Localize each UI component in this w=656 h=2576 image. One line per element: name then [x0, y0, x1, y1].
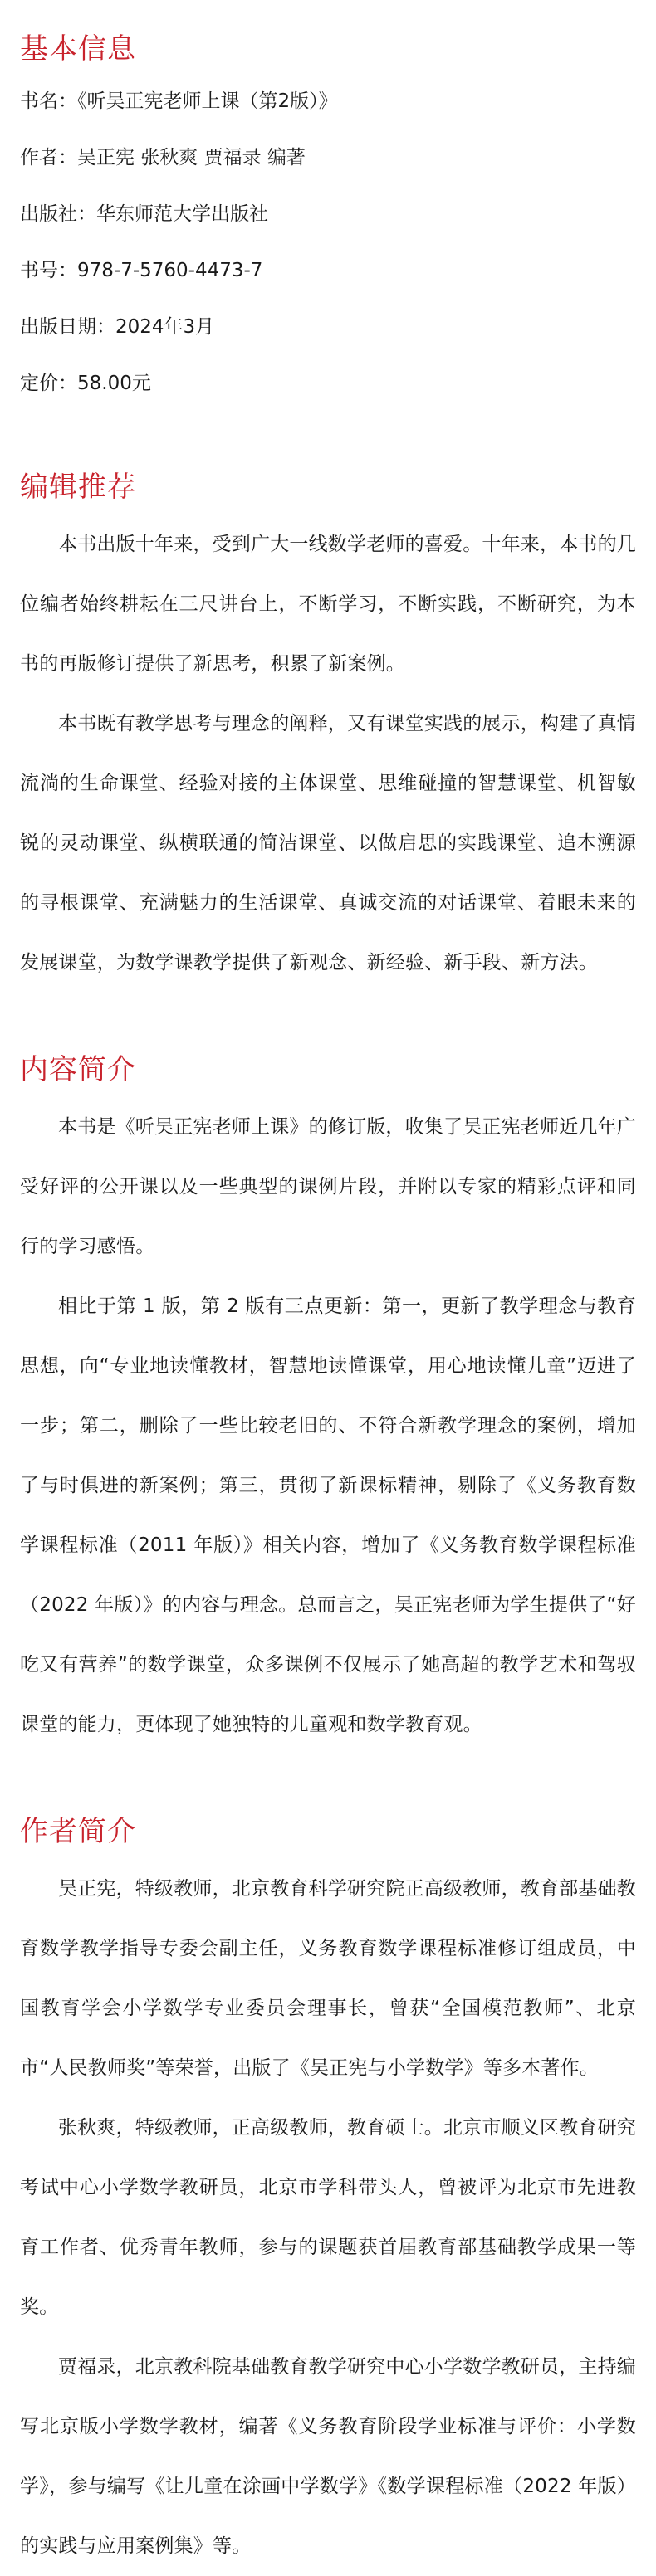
- basic-info-heading: 基本信息: [20, 32, 136, 66]
- author-bio-paragraph: 吴正宪，特级教师，北京教育科学研究院正高级教师，教育部基础教育数学教学指导专委会副主任，义务教育数学课程标准修订组成员，中国教育学会小学数学专业委员会理事长，曾获“全国模范教师”、北京市“人民教师奖”等荣誉，出版了《吴正宪与小学数学》等多本著作。: [20, 1878, 636, 2079]
- editor-recommendation-section: [20, 468, 636, 993]
- summary-paragraph: 本书是《听吴正宪老师上课》的修订版，收集了吴正宪老师近几年广受好评的公开课以及一些典型的课例片段，并附以专家的精彩点评和同行的学习感悟。: [20, 1116, 636, 1257]
- book-pubdate-line: 出版日期：2024年3月: [20, 316, 215, 338]
- content-summary-section: [20, 1051, 636, 1754]
- author-bio-paragraph: 张秋爽，特级教师，正高级教师，教育硕士。北京市顺义区教育研究考试中心小学数学教研员，北京市学科带头人，曾被评为北京市先进教育工作者、优秀青年教师，参与的课题获首届教育部基础教学成果一等奖。: [20, 2117, 636, 2318]
- recommendation-paragraph: 本书出版十年来，受到广大一线数学老师的喜爱。十年来，本书的几位编者始终耕耘在三尺讲台上，不断学习，不断实践，不断研究，为本书的再版修订提供了新思考，积累了新案例。: [20, 534, 636, 675]
- author-bio-paragraph: 贾福录，北京教科院基础教育教学研究中心小学数学教研员，主持编写北京版小学数学教材，编著《义务教育阶段学业标准与评价：小学数学》，参与编写《让儿童在涂画中学数学》《数学课程标准（2022 年版）的实践与应用案例集》等。: [20, 2356, 636, 2557]
- summary-paragraph: 相比于第 1 版，第 2 版有三点更新：第一，更新了教学理念与教育思想，向“专业地读懂教材，智慧地读懂课堂，用心地读懂儿童”迈进了一步；第二，删除了一些比较老旧的、不符合新教学理念的案例，增加了与时俱进的新案例；第三，贯彻了新课标精神，剔除了《义务教育数学课程标准（2011 年版）》相关内容，增加了《义务教育数学课程标准（2022 年版）》的内容与理念。总而言之，吴正宪老师为学生提供了“好吃又有营养”的数学课堂，众多课例不仅展示了她高超的教学艺术和驾驭课堂的能力，更体现了她独特的儿童观和数学教育观。: [20, 1295, 636, 1735]
- book-price-line: 定价：58.00元: [20, 373, 151, 394]
- basic-info-list: [20, 88, 636, 397]
- book-title-line: 书名：《听吴正宪老师上课（第2版）》: [20, 90, 338, 112]
- book-authors-line: 作者：吴正宪 张秋爽 贾福录 编著: [20, 147, 306, 168]
- author-bio-section: [20, 1812, 636, 2576]
- basic-info-section: [20, 30, 636, 397]
- editor-recommendation-heading: 编辑推荐: [20, 471, 136, 504]
- author-bio-heading: 作者简介: [20, 1815, 136, 1848]
- book-isbn-line: 书号：978-7-5760-4473-7: [20, 260, 263, 281]
- book-publisher-line: 出版社：华东师范大学出版社: [20, 203, 268, 225]
- content-summary-heading: 内容简介: [20, 1053, 136, 1086]
- recommendation-paragraph: 本书既有教学思考与理念的阐释，又有课堂实践的展示，构建了真情流淌的生命课堂、经验对接的主体课堂、思维碰撞的智慧课堂、机智敏锐的灵动课堂、纵横联通的简洁课堂、以做启思的实践课堂、追本溯源的寻根课堂、充满魅力的生活课堂、真诚交流的对话课堂、着眼未来的发展课堂，为数学课教学提供了新观念、新经验、新手段、新方法。: [20, 713, 636, 973]
